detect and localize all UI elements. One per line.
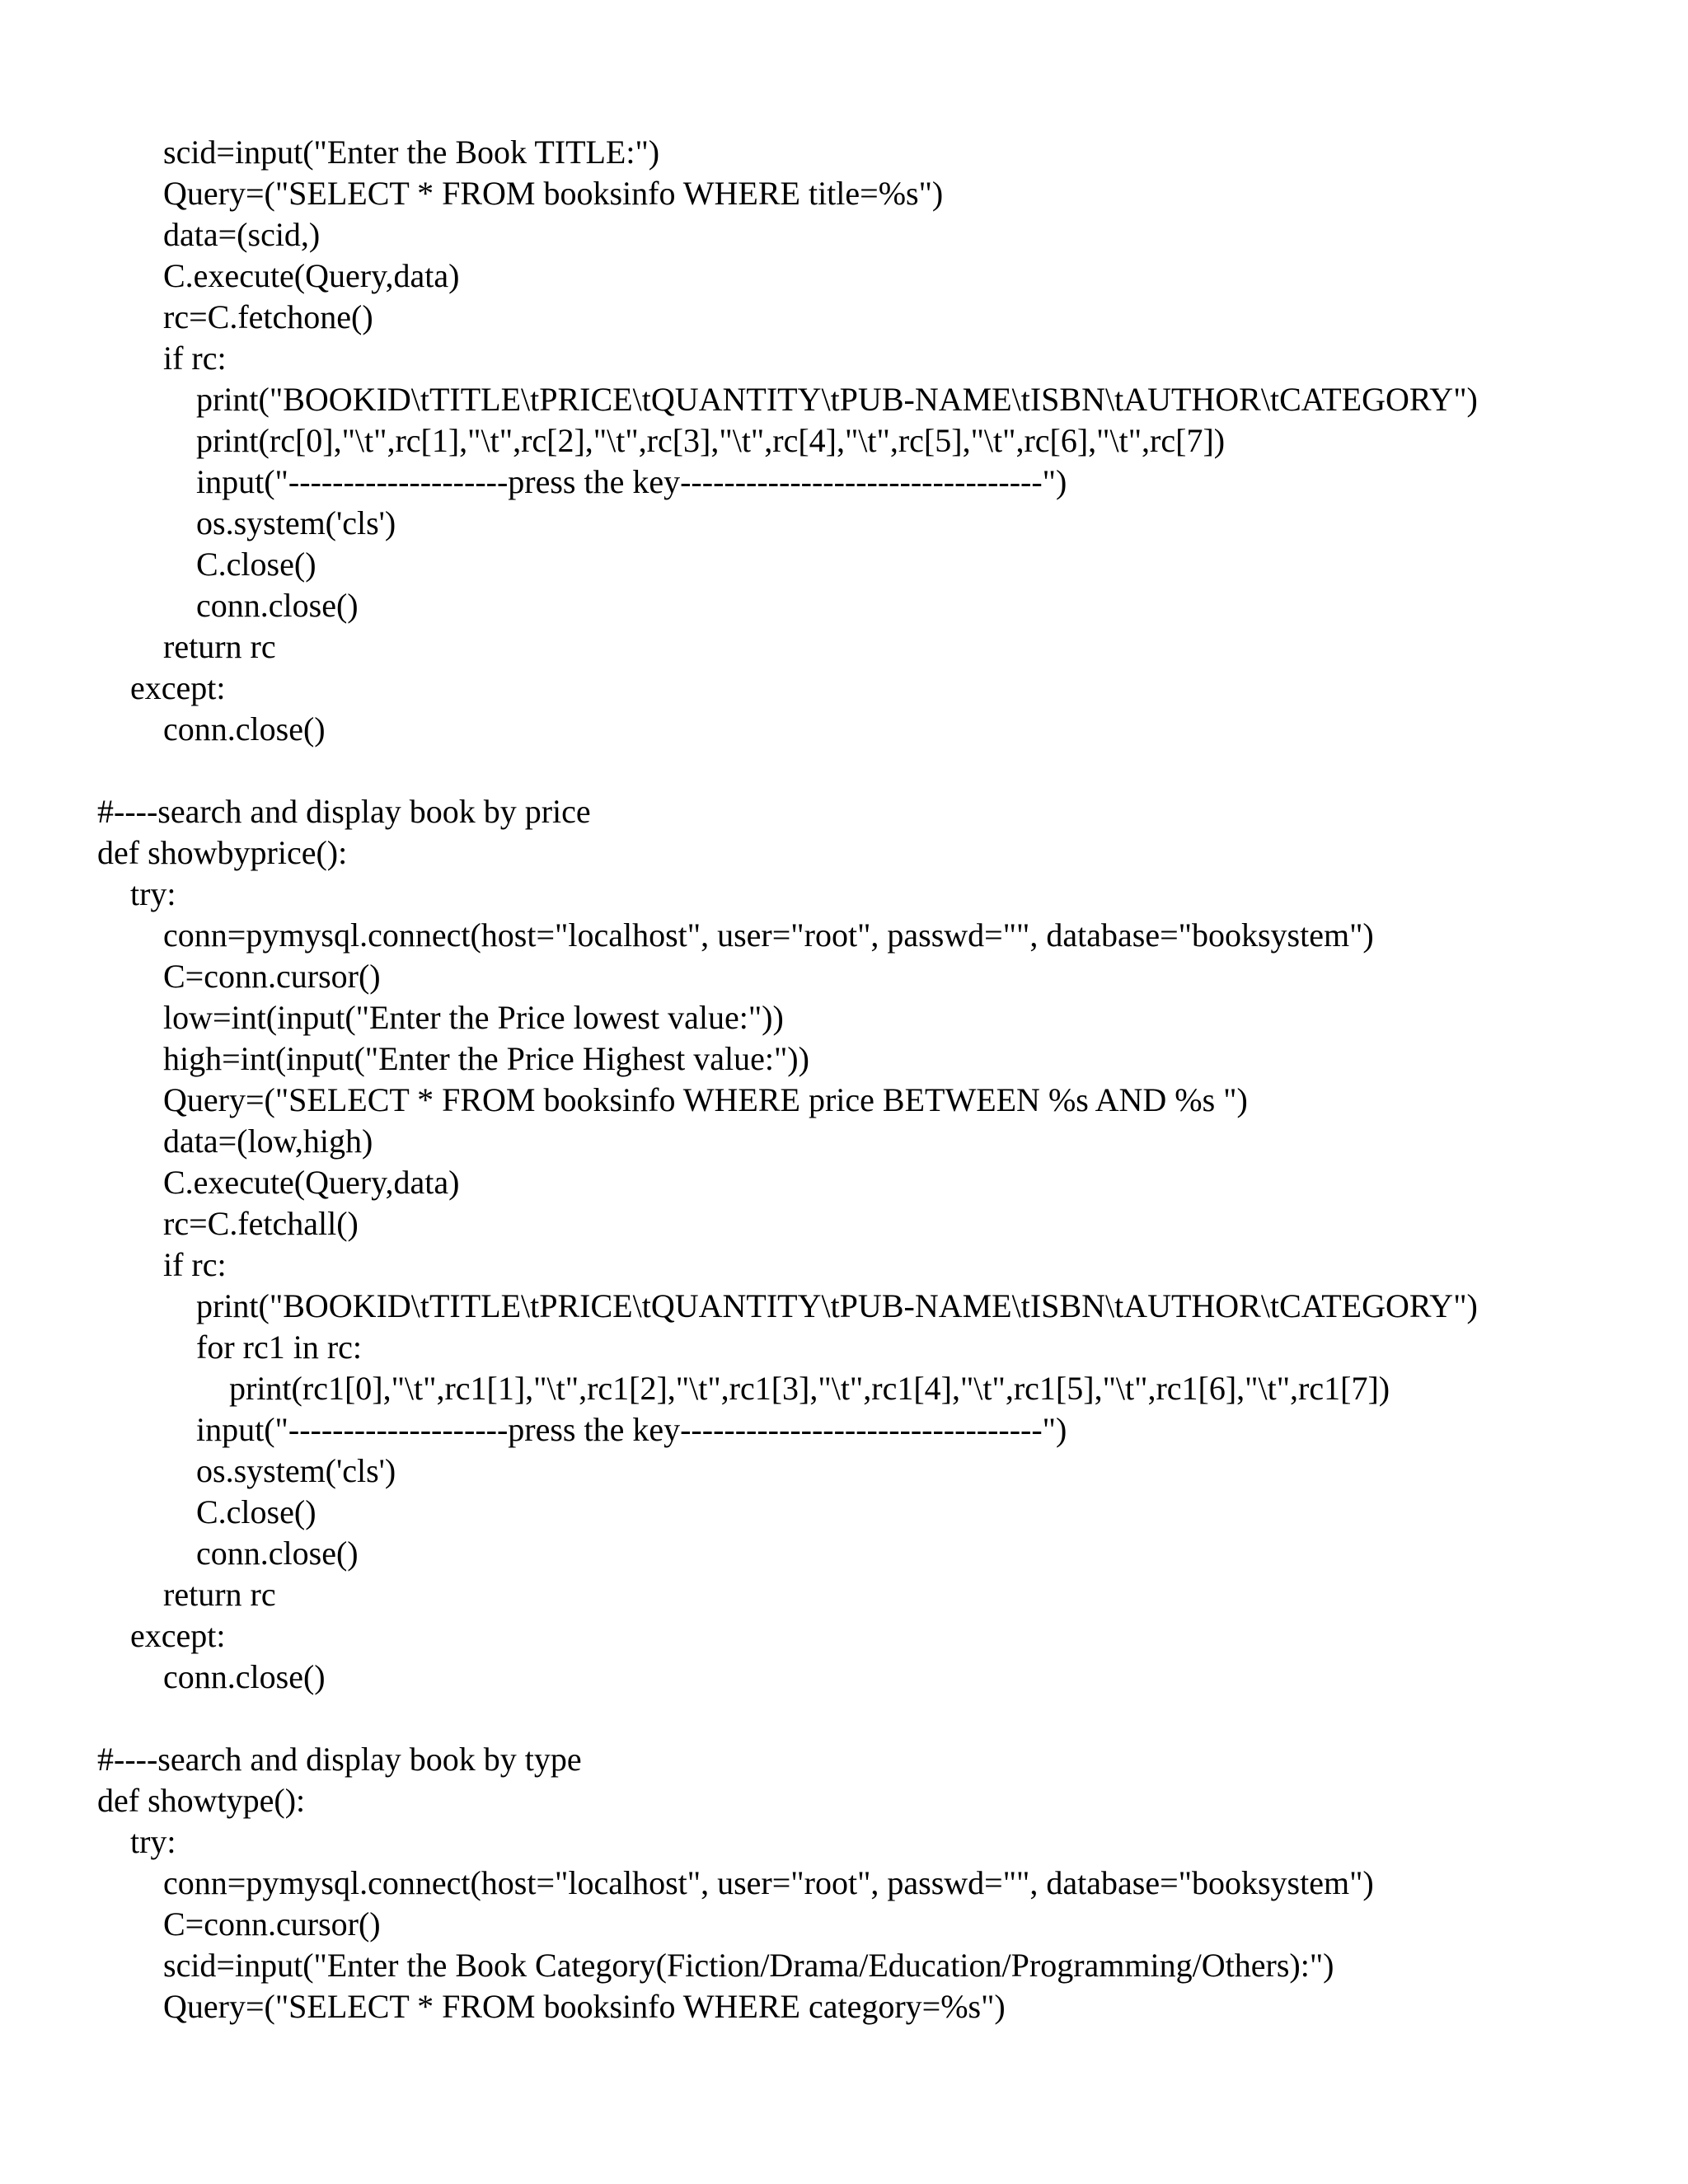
code-line-12: conn.close() [196, 587, 359, 624]
code-line-28: if rc: [163, 1246, 227, 1283]
code-line-46: Query=("SELECT * FROM booksinfo WHERE category=%s") [163, 1988, 1006, 2025]
code-line-13: return rc [163, 628, 276, 665]
code-line-19: try: [130, 875, 176, 912]
code-line-15: conn.close() [163, 710, 326, 748]
code-line-36: return rc [163, 1576, 276, 1613]
code-line-5: rc=C.fetchone() [163, 298, 373, 335]
code-line-24: Query=("SELECT * FROM booksinfo WHERE price BETWEEN %s AND %s ") [163, 1081, 1248, 1118]
code-line-20: conn=pymysql.connect(host="localhost", user="root", passwd="", database="booksystem") [163, 916, 1374, 954]
code-line-29: print("BOOKID\tTITLE\tPRICE\tQUANTITY\tPUB-NAME\tISBN\tAUTHOR\tCATEGORY") [196, 1287, 1478, 1324]
code-line-30: for rc1 in rc: [196, 1329, 363, 1366]
code-line-43: conn=pymysql.connect(host="localhost", user="root", passwd="", database="booksystem") [163, 1864, 1374, 1901]
code-line-6: if rc: [163, 340, 227, 377]
code-line-2: Query=("SELECT * FROM booksinfo WHERE title=%s") [163, 175, 944, 212]
code-line-37: except: [130, 1617, 226, 1654]
code-line-27: rc=C.fetchall() [163, 1205, 359, 1242]
code-line-38: conn.close() [163, 1658, 326, 1695]
code-line-9: input("--------------------press the key---------------------------------") [196, 463, 1067, 500]
code-line-44: C=conn.cursor() [163, 1905, 381, 1943]
code-line-42: try: [130, 1823, 176, 1860]
code-line-25: data=(low,high) [163, 1122, 373, 1160]
code-line-10: os.system('cls') [196, 504, 396, 541]
code-line-23: high=int(input("Enter the Price Highest value:")) [163, 1040, 809, 1077]
code-line-35: conn.close() [196, 1535, 359, 1572]
code-line-41: def showtype(): [97, 1782, 306, 1819]
code-line-18: def showbyprice(): [97, 834, 348, 871]
code-line-40: #----search and display book by type [97, 1741, 582, 1778]
code-line-45: scid=input("Enter the Book Category(Fiction/Drama/Education/Programming/Others):") [163, 1947, 1334, 1984]
code-line-11: C.close() [196, 546, 316, 583]
code-line-34: C.close() [196, 1493, 316, 1530]
code-line-3: data=(scid,) [163, 216, 321, 253]
code-line-33: os.system('cls') [196, 1452, 396, 1489]
code-line-17: #----search and display book by price [97, 793, 591, 830]
code-line-8: print(rc[0],"\t",rc[1],"\t",rc[2],"\t",rc[3],"\t",rc[4],"\t",rc[5],"\t",rc[6],"\t",rc[7]) [196, 422, 1226, 459]
code-line-14: except: [130, 669, 226, 706]
code-line-1: scid=input("Enter the Book TITLE:") [163, 134, 660, 171]
code-line-32: input("--------------------press the key---------------------------------") [196, 1411, 1067, 1448]
code-line-7: print("BOOKID\tTITLE\tPRICE\tQUANTITY\tPUB-NAME\tISBN\tAUTHOR\tCATEGORY") [196, 381, 1478, 418]
code-line-26: C.execute(Query,data) [163, 1164, 460, 1201]
code-line-4: C.execute(Query,data) [163, 257, 460, 294]
code-line-21: C=conn.cursor() [163, 958, 381, 995]
code-line-31: print(rc1[0],"\t",rc1[1],"\t",rc1[2],"\t",rc1[3],"\t",rc1[4],"\t",rc1[5],"\t",rc1[6],"\t",rc1[7]) [229, 1370, 1390, 1407]
code-line-22: low=int(input("Enter the Price lowest value:")) [163, 999, 784, 1036]
